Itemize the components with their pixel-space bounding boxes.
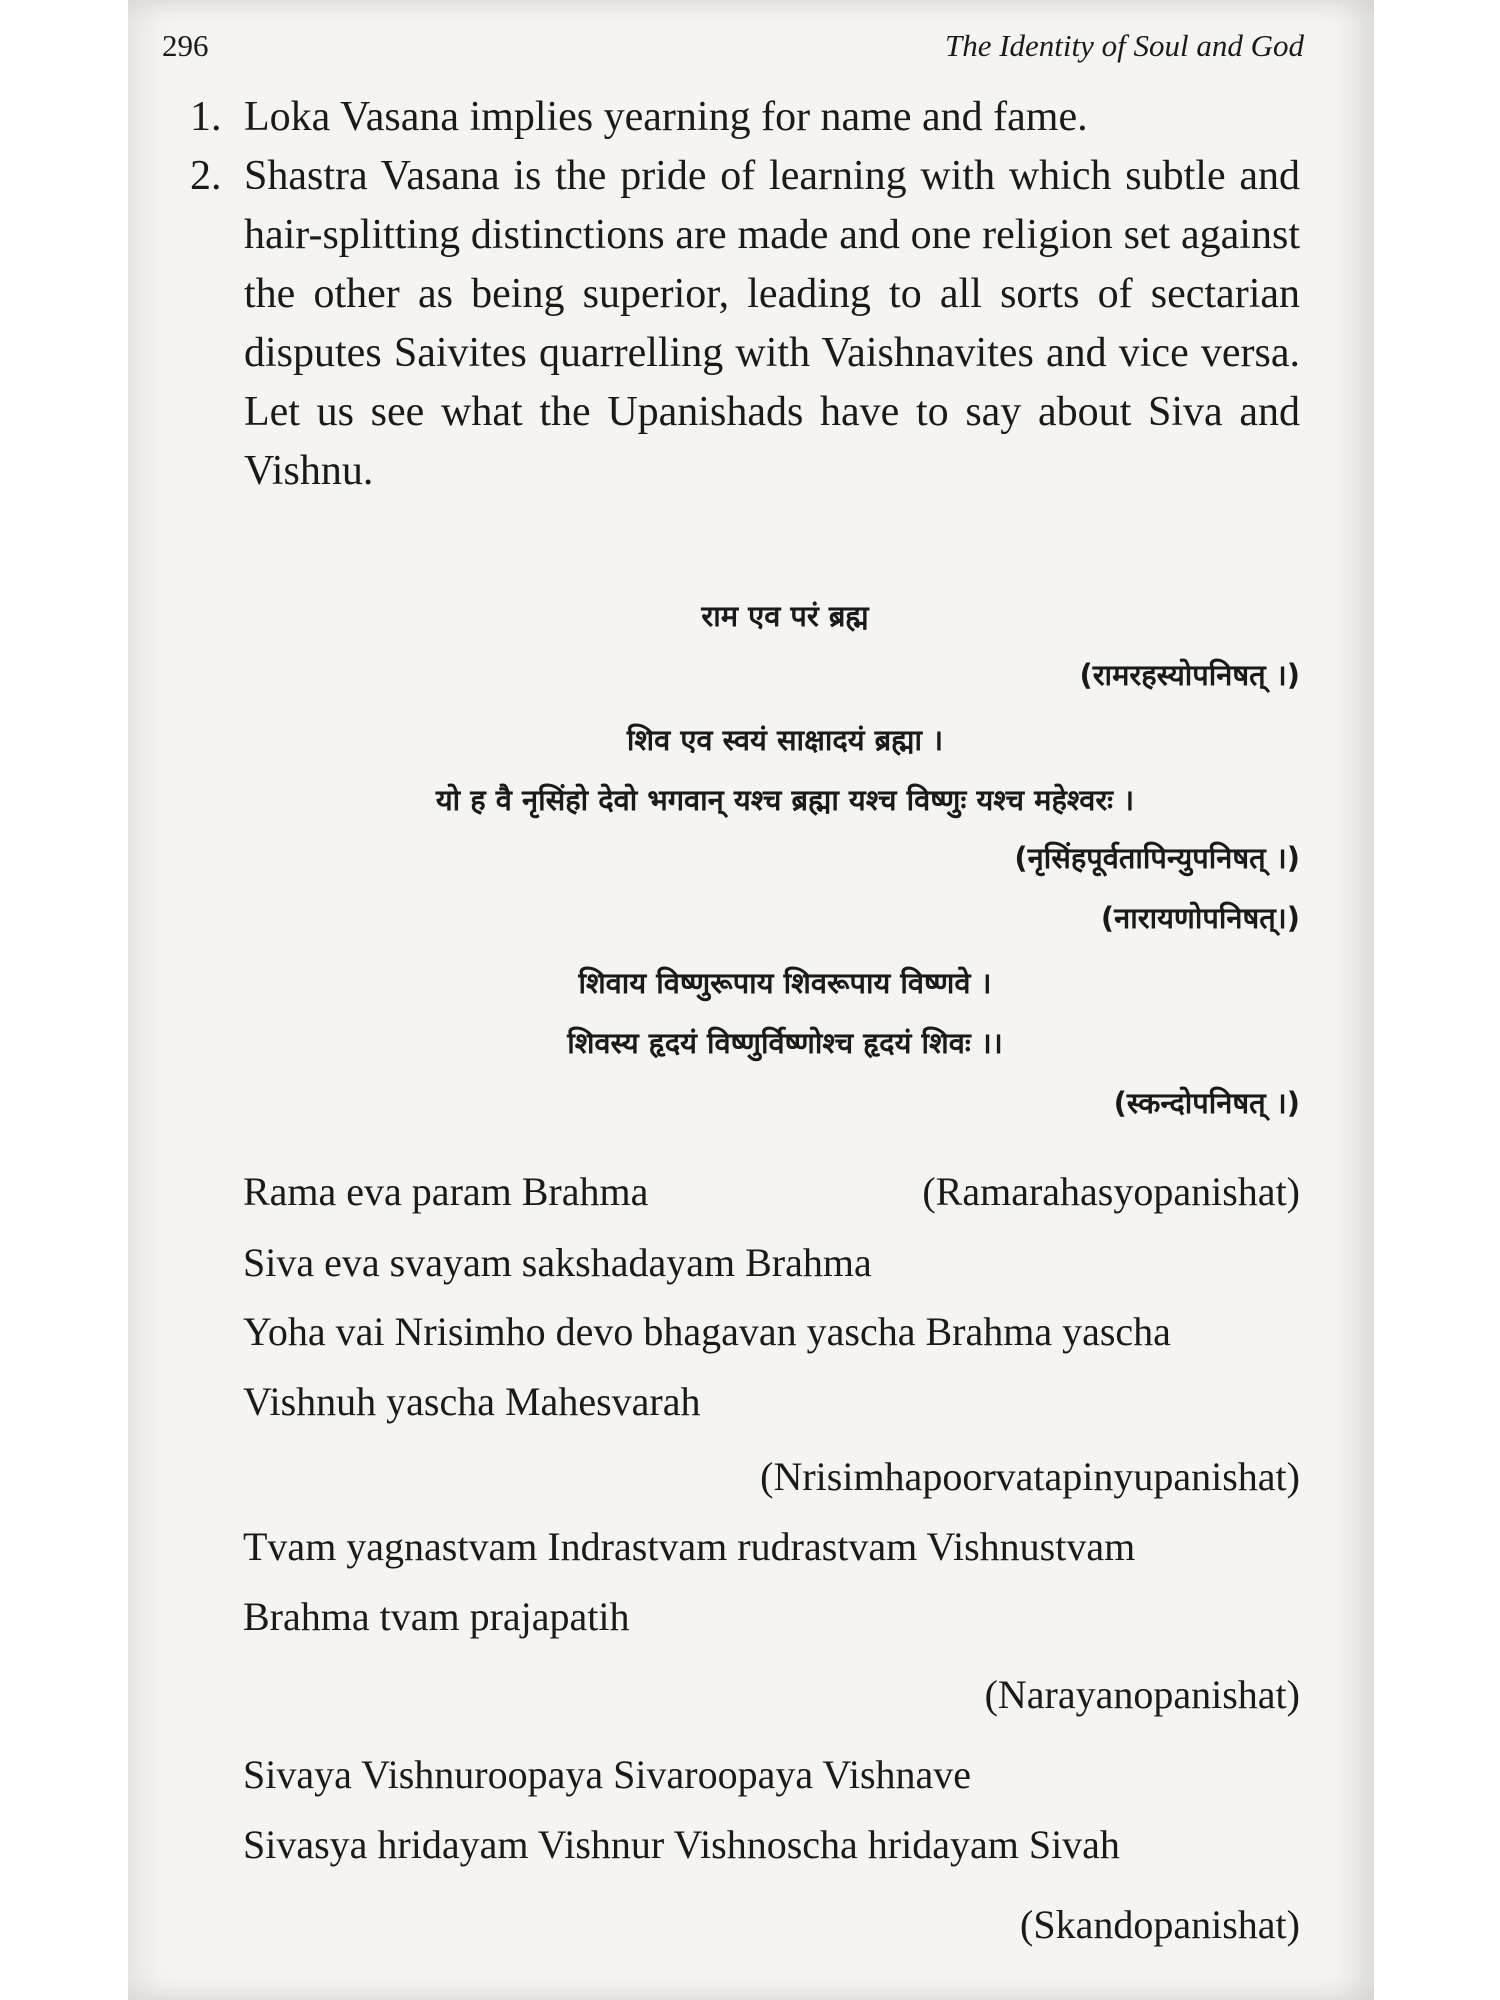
page-header xyxy=(162,28,1304,68)
list-item xyxy=(190,147,1300,501)
translit-rama xyxy=(243,1162,1300,1222)
translit-siva-line: Siva eva svayam sakshadayam Brahma xyxy=(243,1240,872,1285)
translit-sivasya-line: Sivasya hridayam Vishnur Vishnoscha hridayam Sivah xyxy=(243,1822,1120,1867)
sanskrit-verse-siva: शिव एव स्वयं साक्षादयं ब्रह्मा । xyxy=(626,723,944,757)
translit-tvam-line2: Brahma tvam prajapatih xyxy=(243,1594,630,1639)
sanskrit-source-nrisimha: (नृसिंहपूर्वतापिन्युपनिषत् ।) xyxy=(1014,841,1300,875)
translit-rama-source: (Ramarahasyopanishat) xyxy=(922,1169,1300,1214)
translit-vishnuh-line: Vishnuh yascha Mahesvarah xyxy=(243,1379,701,1424)
list-item-text: Loka Vasana implies yearning for name and fame. xyxy=(244,94,1088,140)
translit-yoha-line: Yoha vai Nrisimho devo bhagavan yascha Brahma yascha xyxy=(243,1309,1171,1354)
sanskrit-source-skanda: (स्कन्दोपनिषत् ।) xyxy=(1113,1086,1300,1120)
translit-sivaya-line: Sivaya Vishnuroopaya Sivaroopaya Vishnave xyxy=(243,1752,972,1797)
sanskrit-verse-sivasya: शिवस्य हृदयं विष्णुर्विष्णोश्च हृदयं शिवः ।। xyxy=(567,1026,1003,1060)
list-item-number: 2. xyxy=(190,153,222,199)
sanskrit-verse-sivaya: शिवाय विष्णुरूपाय शिवरूपाय विष्णवे । xyxy=(578,966,992,1000)
list-item-text: Shastra Vasana is the pride of learning with which subtle and hair-splitting distinctions are made and one religion set against the other as being superior, leading to all sorts of sectarian disputes Saivites quarrelling with Vaishnavites and vice versa. Let us see what the Upanishads have to say about Siva and Vishnu. xyxy=(244,153,1300,494)
translit-rama-line: Rama eva param Brahma xyxy=(243,1169,649,1214)
sanskrit-source-narayana: (नारायणोपनिषत्।) xyxy=(1100,901,1300,935)
sanskrit-verse-rama: राम एव परं ब्रह्म xyxy=(701,599,869,633)
running-title: The Identity of Soul and God xyxy=(944,28,1304,63)
translit-skanda-source: (Skandopanishat) xyxy=(1020,1902,1300,1947)
translit-tvam-line1: Tvam yagnastvam Indrastvam rudrastvam Vishnustvam xyxy=(243,1524,1136,1569)
sanskrit-source-rama: (रामरहस्योपनिषत् ।) xyxy=(1079,658,1300,692)
list-item-number: 1. xyxy=(190,94,222,140)
page-number: 296 xyxy=(162,28,209,63)
translit-nrisimha-source: (Nrisimhapoorvatapinyupanishat) xyxy=(760,1454,1300,1499)
vasana-list xyxy=(190,88,1300,501)
translit-narayana-source: (Narayanopanishat) xyxy=(984,1672,1300,1717)
list-item xyxy=(190,88,1300,147)
sanskrit-verse-nrisimha: यो ह वै नृसिंहो देवो भगवान् यश्च ब्रह्मा यश्च विष्णुः यश्च महेश्वरः । xyxy=(435,783,1135,817)
